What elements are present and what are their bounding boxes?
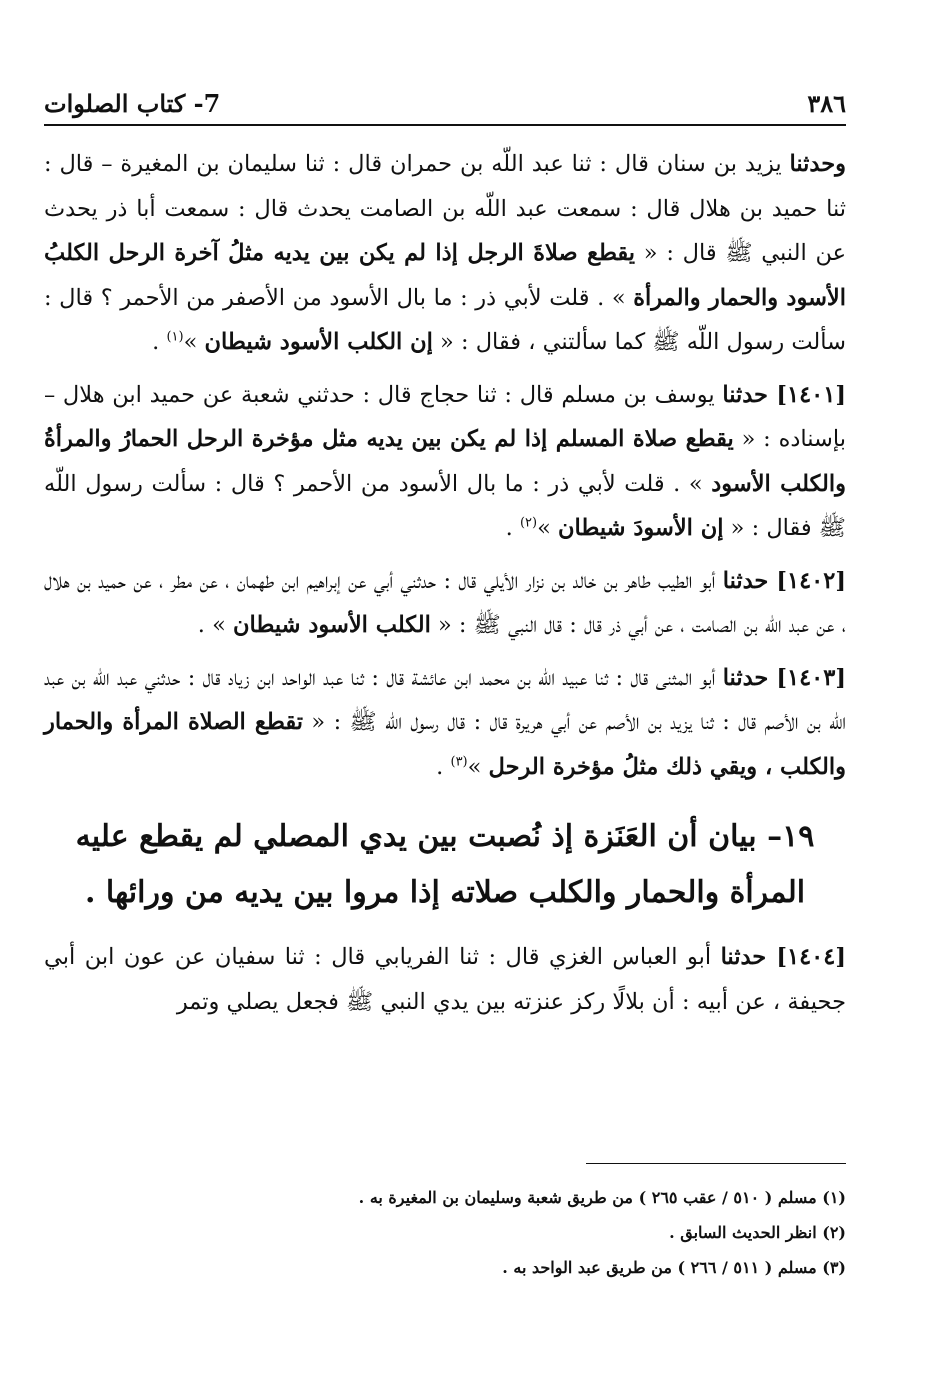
footnotes — [44, 1180, 846, 1285]
main-text — [44, 142, 846, 1032]
footnote-reference: (٣) — [450, 754, 468, 769]
book-page — [44, 0, 846, 1373]
footnote: (٢) انظر الحديث السابق . — [669, 1223, 846, 1242]
hadith-paragraph: [١٤٠١] حدثنا يوسف بن مسلم قال : ثنا حجاج قال : حدثني شعبة عن حميد ابن هلال – بإسناده : « يقطع صلاة المسلم إذا لم يكن بين يديه مثل مؤخرة الرحل الحمارُ والمرأةُ والكلب الأسود » . قلت لأبي ذر : ما بال الأسود من الأحمر ؟ قال : سألت رسول اللّه ﷺ فقال : « إن الأسودَ شيطان »$^{(٢)}$ . — [44, 381, 847, 541]
hadith-paragraph: وحدثنا يزيد بن سنان قال : ثنا عبد اللّه بن حمران قال : ثنا سليمان بن المغيرة – قال : ثنا حميد بن هلال قال : سمعت عبد اللّه بن الصامت يحدث قال : سمعت أبا ذر يحدث عن النبي ﷺ قال : « يقطع صلاةَ الرجل إذا لم يكن بين يديه مثلُ آخرة الرحل الكلبُ الأسود والحمار والمرأة » . قلت لأبي ذر : ما بال الأسود من الأصفر من الأحمر ؟ قال : سألت رسول اللّه ﷺ كما سألتني ، فقال : « إن الكلب الأسود شيطان »$^{(١)}$ . — [44, 151, 847, 355]
footnote: (٣) مسلم ( ٥١١ / ٢٦٦ ) من طريق عبد الواحد به . — [502, 1258, 846, 1277]
page-number: ٣٨٦ — [807, 89, 846, 118]
footnote-reference: (٢) — [519, 515, 538, 531]
section-heading: ١٩– بيان أن العَنَزة إذ نُصبت بين يدي المصلي لم يقطع عليه المرأة والحمار والكلب صلاته إذا مروا بين يديه من ورائها . — [75, 819, 815, 910]
hadith-paragraph: [١٤٠٤] حدثنا أبو العباس الغزي قال : ثنا الفريابي قال : ثنا سفيان عن عون ابن أبي جحيفة ، عن أبيه : أن بلالًا ركز عنزته بين يدي النبي ﷺ فجعل يصلي وتمر — [44, 944, 846, 1015]
hadith-paragraph: [١٤٠٣] حدثنا أبو المثنى قال : ثنا عبيد اللّه بن محمد ابن عائشة قال : ثنا عبد الواحد ابن زياد قال : حدثني عبد اللّه بن عبد اللّه بن الأصم قال : ثنا يزيد بن الأصم عن أبي هريرة قال : قال رسول اللّه ﷺ : « تقطع الصلاة المرأة والحمار والكلب ، ويقي ذلك مثلُ مؤخرة الرحل »$^{(٣)}$ . — [44, 664, 846, 780]
hadith-number: [١٤٠٣] — [776, 664, 846, 691]
hadith-number: [١٤٠١] — [776, 381, 846, 408]
running-header — [44, 78, 846, 118]
header-divider — [44, 124, 846, 126]
footnote-divider — [586, 1163, 846, 1164]
hadith-number: [١٤٠٢] — [776, 567, 846, 594]
hadith-number: [١٤٠٤] — [776, 944, 846, 970]
hadith-paragraph: [١٤٠٢] حدثنا أبو الطيب طاهر بن خالد بن نزار الأيلي قال : حدثني أبي عن إبراهيم ابن طهمان ، عن مطر ، عن حميد بن هلال ، عن عبد اللّه بن الصامت ، عن أبي ذر قال : قال النبي ﷺ : « الكلب الأسود شيطان » . — [44, 567, 846, 638]
chapter-title: 7- كتاب الصلوات — [44, 89, 221, 118]
footnote: (١) مسلم ( ٥١٠ / عقب ٢٦٥ ) من طريق شعبة وسليمان بن المغيرة به . — [358, 1188, 846, 1207]
footnote-reference: (١) — [166, 329, 184, 345]
